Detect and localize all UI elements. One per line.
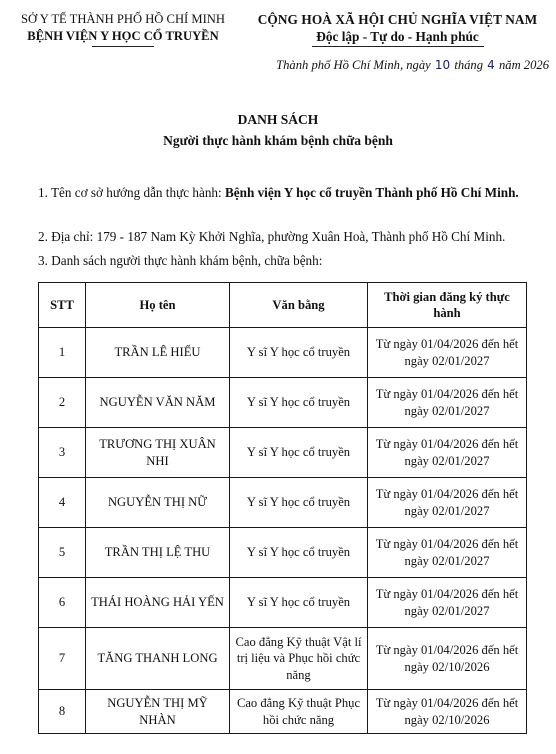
date-month: 4 — [487, 58, 495, 72]
document-subtitle: Người thực hành khám bệnh chữa bệnh — [163, 133, 393, 148]
cell-degree: Y sĩ Y học cổ truyền — [230, 528, 368, 578]
agency-parent-name: SỞ Y TẾ THÀNH PHỐ HỒ CHÍ MINH — [21, 12, 225, 26]
date-month-label: tháng — [454, 58, 484, 72]
cell-time: Từ ngày 01/04/2026 đến hết ngày 02/10/2026 — [368, 690, 527, 734]
cell-time: Từ ngày 01/04/2026 đến hết ngày 02/01/2027 — [368, 478, 527, 528]
cell-name: THÁI HOÀNG HẢI YẾN — [86, 578, 230, 628]
cell-time: Từ ngày 01/04/2026 đến hết ngày 02/01/2027 — [368, 328, 527, 378]
cell-stt: 7 — [39, 628, 86, 690]
national-motto: Độc lập - Tự do - Hạnh phúc — [316, 29, 479, 44]
cell-stt: 4 — [39, 478, 86, 528]
cell-time: Từ ngày 01/04/2026 đến hết ngày 02/01/2027 — [368, 428, 527, 478]
cell-stt: 5 — [39, 528, 86, 578]
cell-stt: 1 — [39, 328, 86, 378]
header-time: Thời gian đăng ký thực hành — [368, 283, 527, 328]
national-header — [246, 11, 549, 47]
cell-stt: 3 — [39, 428, 86, 478]
date-year: năm 2026 — [498, 58, 549, 72]
cell-degree: Cao đẳng Kỹ thuật Phục hồi chức năng — [230, 690, 368, 734]
header-degree: Văn bằng — [230, 283, 368, 328]
item-facility-value: Bệnh viện Y học cổ truyền Thành phố Hồ Chí Minh. — [224, 185, 519, 200]
cell-degree: Y sĩ Y học cổ truyền — [230, 328, 368, 378]
practitioner-table — [38, 282, 527, 734]
cell-degree: Y sĩ Y học cổ truyền — [230, 428, 368, 478]
motto-underline — [312, 46, 484, 47]
document-title: DANH SÁCH — [237, 112, 319, 127]
item-facility — [38, 183, 528, 203]
cell-stt: 8 — [39, 690, 86, 734]
cell-name: TRẦN THỊ LỆ THU — [86, 528, 230, 578]
date-day: 10 — [434, 58, 451, 72]
agency-underline — [92, 46, 154, 47]
cell-time: Từ ngày 01/04/2026 đến hết ngày 02/01/2027 — [368, 378, 527, 428]
table-row — [39, 328, 527, 378]
table-row — [39, 478, 527, 528]
cell-name: TRẦN LÊ HIẾU — [86, 328, 230, 378]
agency-header — [12, 11, 234, 47]
cell-stt: 2 — [39, 378, 86, 428]
cell-degree: Y sĩ Y học cổ truyền — [230, 578, 368, 628]
cell-time: Từ ngày 01/04/2026 đến hết ngày 02/01/2027 — [368, 578, 527, 628]
cell-time: Từ ngày 01/04/2026 đến hết ngày 02/01/2027 — [368, 528, 527, 578]
header-stt: STT — [39, 283, 86, 328]
header-name: Họ tên — [86, 283, 230, 328]
cell-name: TĂNG THANH LONG — [86, 628, 230, 690]
table-row — [39, 690, 527, 734]
table-row — [39, 578, 527, 628]
cell-stt: 6 — [39, 578, 86, 628]
table-row — [39, 378, 527, 428]
cell-name: NGUYỄN THỊ MỸ NHÀN — [86, 690, 230, 734]
cell-degree: Y sĩ Y học cổ truyền — [230, 378, 368, 428]
item-list-heading: 3. Danh sách người thực hành khám bệnh, chữa bệnh: — [38, 253, 323, 268]
cell-degree: Cao đẳng Kỹ thuật Vật lí trị liệu và Phục hồi chức năng — [230, 628, 368, 690]
table-row — [39, 428, 527, 478]
table-row — [39, 628, 527, 690]
table-header-row — [39, 283, 527, 328]
cell-name: NGUYỄN THỊ NỮ — [86, 478, 230, 528]
agency-name: BỆNH VIỆN Y HỌC CỔ TRUYỀN — [27, 29, 219, 43]
item-address: 2. Địa chỉ: 179 - 187 Nam Kỳ Khởi Nghĩa, phường Xuân Hoà, Thành phố Hồ Chí Minh. — [38, 229, 506, 244]
cell-degree: Y sĩ Y học cổ truyền — [230, 478, 368, 528]
table-row — [39, 528, 527, 578]
cell-time: Từ ngày 01/04/2026 đến hết ngày 02/10/2026 — [368, 628, 527, 690]
document-date — [246, 58, 549, 73]
item-facility-label: 1. Tên cơ sở hướng dẫn thực hành: — [38, 185, 225, 200]
cell-name: TRƯƠNG THỊ XUÂN NHI — [86, 428, 230, 478]
national-title: CỘNG HOÀ XÃ HỘI CHỦ NGHĨA VIỆT NAM — [257, 12, 538, 27]
cell-name: NGUYỄN VĂN NĂM — [86, 378, 230, 428]
date-prefix: Thành phố Hồ Chí Minh, ngày — [276, 58, 431, 72]
